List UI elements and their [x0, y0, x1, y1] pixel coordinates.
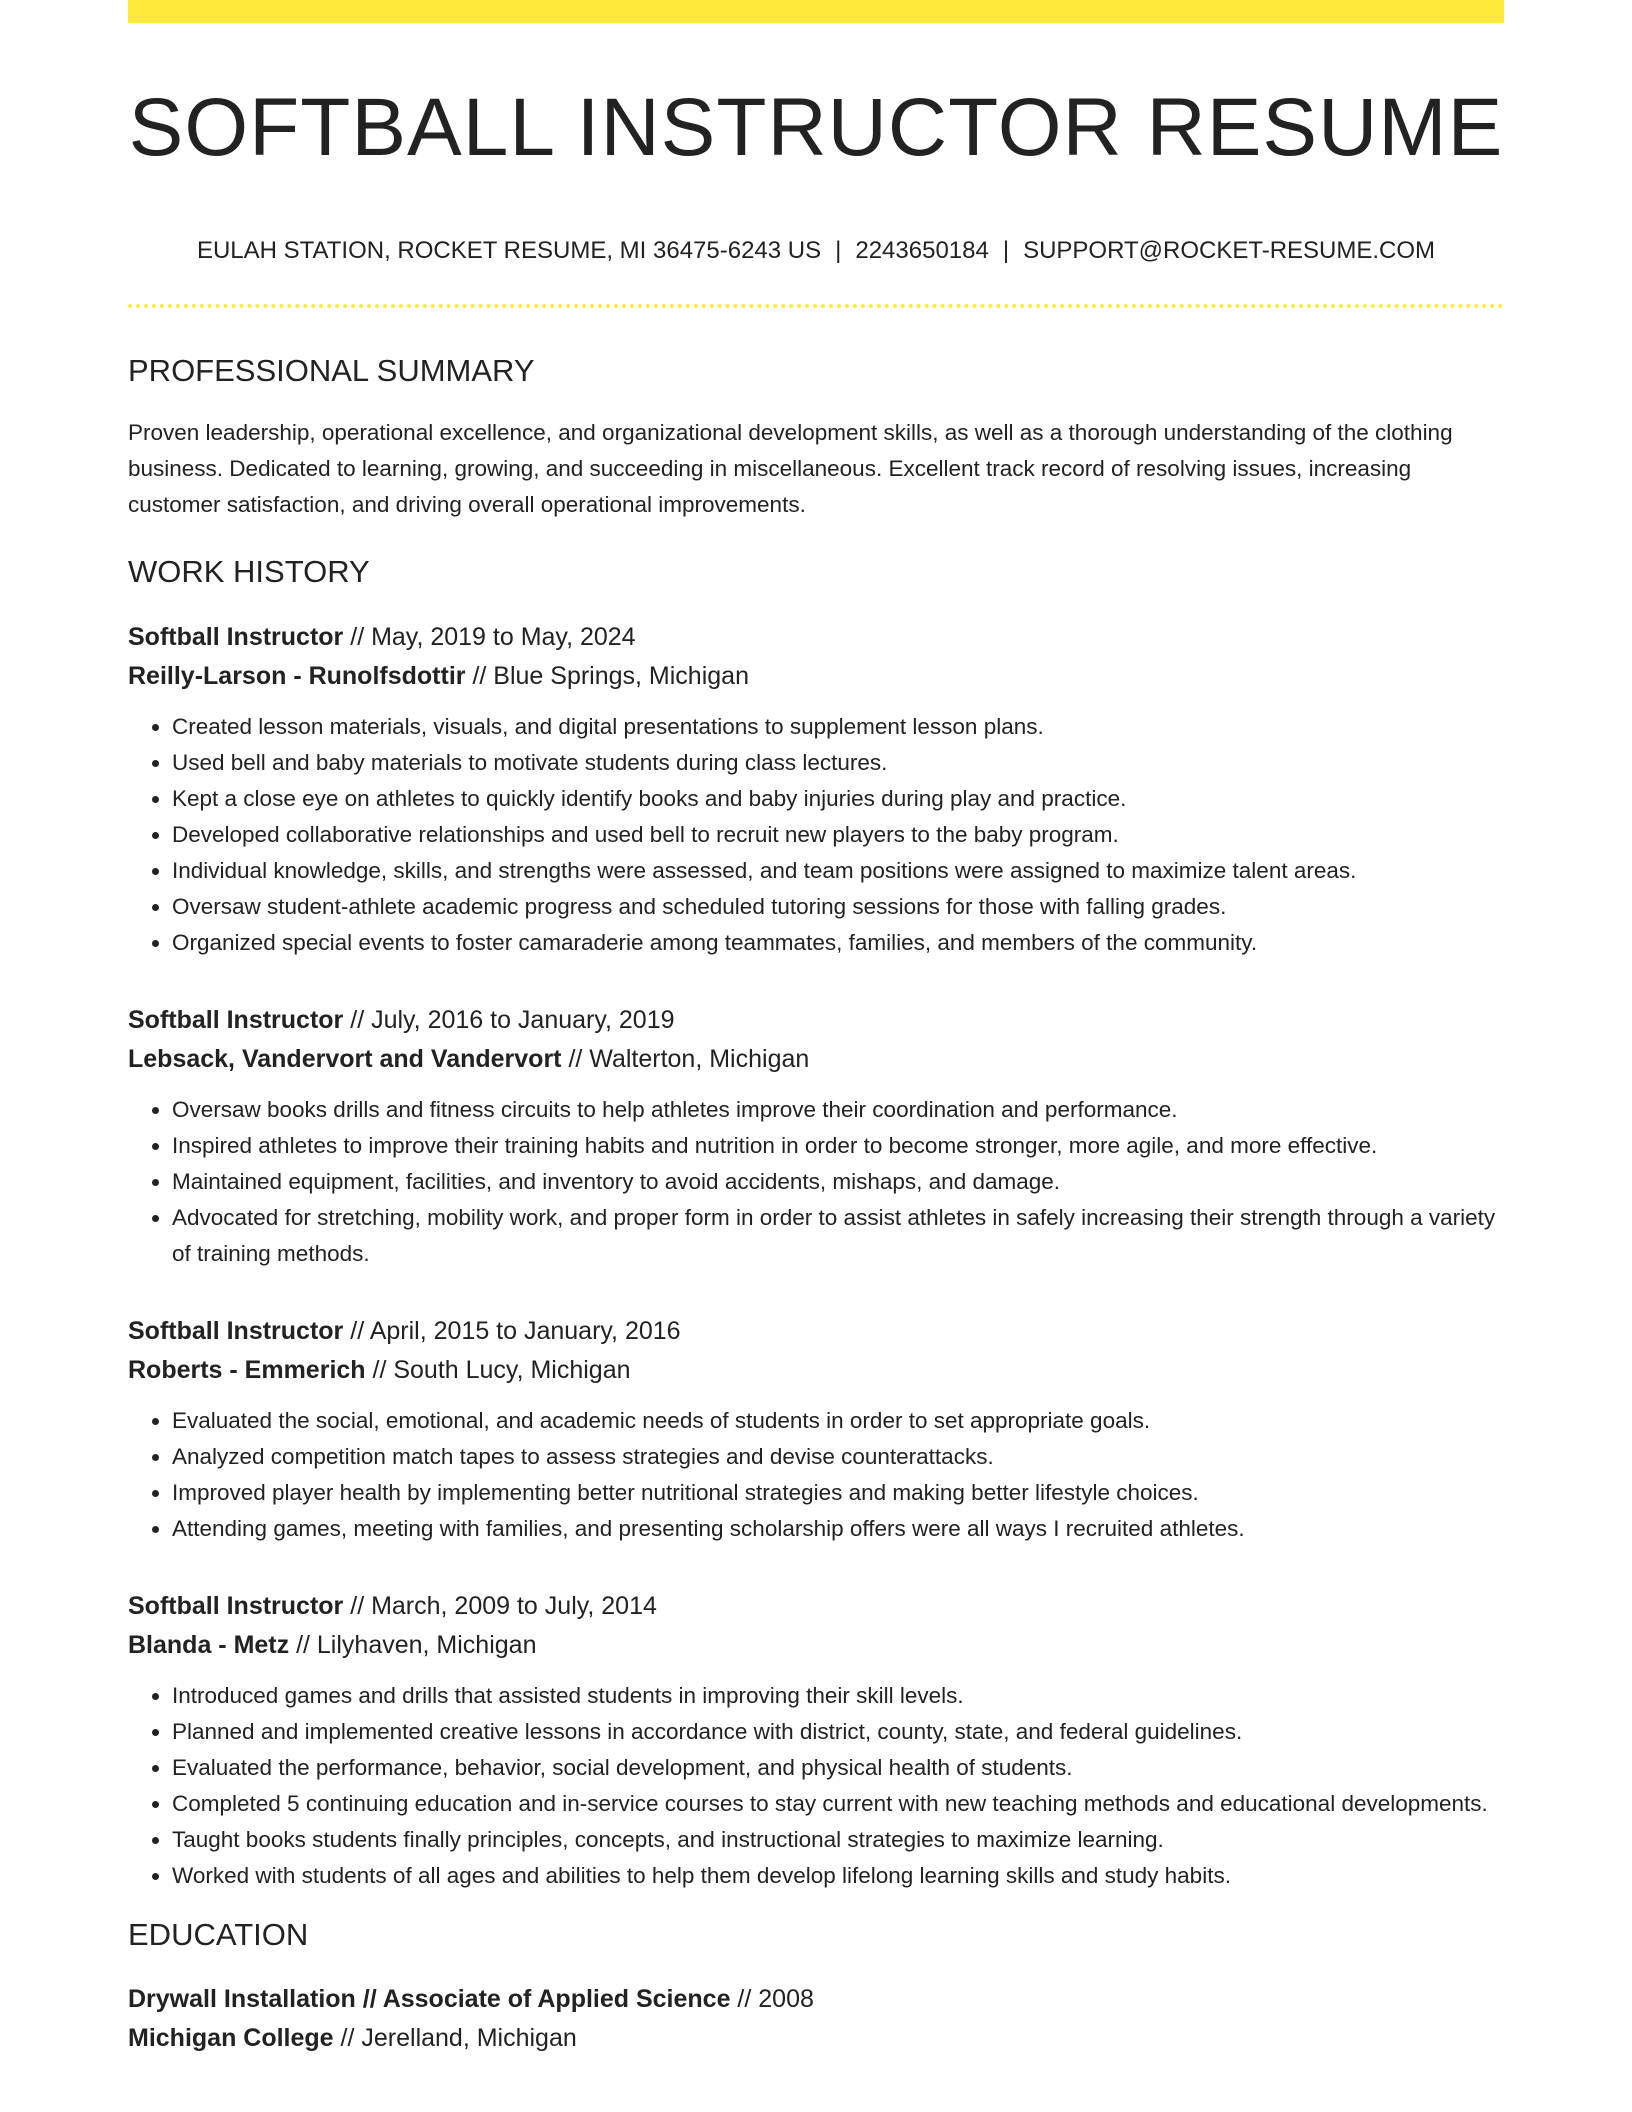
dotted-divider	[128, 304, 1504, 308]
job-location: // Walterton, Michigan	[561, 1045, 810, 1074]
school-location: // Jerelland, Michigan	[333, 2023, 577, 2052]
job-bullet: • Oversaw books drills and fitness circuits to help athletes improve their coordination and performance.	[172, 1092, 1504, 1128]
job-dates: // April, 2015 to January, 2016	[343, 1317, 681, 1346]
job-entry	[128, 1587, 1504, 1894]
degree-line	[128, 1980, 1504, 2019]
job-bullet: • Evaluated the social, emotional, and academic needs of students in order to set appropriate goals.	[172, 1403, 1504, 1439]
summary-text: Proven leadership, operational excellence, and organizational development skills, as well as a thorough understanding of the clothing business. Dedicated to learning, growing, and succeeding in miscellaneous. Excellent track record of resolving issues, increasing customer satisfaction, and driving overall operational improvements.	[128, 420, 1453, 518]
contact-address: EULAH STATION, ROCKET RESUME, MI 36475-6243 US	[196, 237, 822, 265]
contact-line	[128, 237, 1504, 266]
contact-separator: |	[1002, 237, 1010, 265]
job-bullet: • Maintained equipment, facilities, and inventory to avoid accidents, mishaps, and damage.	[172, 1164, 1504, 1200]
job-bullet: • Worked with students of all ages and abilities to help them develop lifelong learning skills and study habits.	[172, 1858, 1504, 1894]
job-entry	[128, 1312, 1504, 1547]
job-company-line	[128, 657, 1504, 696]
job-company-line	[128, 1626, 1504, 1665]
job-bullet: • Individual knowledge, skills, and strengths were assessed, and team positions were assigned to maximize talent areas.	[172, 853, 1504, 889]
contact-separator: |	[835, 237, 842, 265]
job-title-line	[128, 1312, 1504, 1351]
job-bullets	[128, 709, 1504, 961]
school-line	[128, 2019, 1504, 2058]
resume-page	[128, 0, 1504, 2058]
job-location: // Blue Springs, Michigan	[465, 662, 749, 691]
work-history-heading: WORK HISTORY	[128, 554, 370, 590]
job-company-line	[128, 1351, 1504, 1390]
job-bullet: • Inspired athletes to improve their training habits and nutrition in order to become stronger, more agile, and more effective.	[172, 1128, 1504, 1164]
job-bullet: • Oversaw student-athlete academic progress and scheduled tutoring sessions for those with falling grades.	[172, 889, 1504, 925]
job-bullet: • Attending games, meeting with families, and presenting scholarship offers were all ways I recruited athletes.	[172, 1511, 1504, 1547]
job-bullets	[128, 1678, 1504, 1894]
contact-phone: 2243650184	[855, 237, 989, 265]
job-bullet: • Organized special events to foster camaraderie among teammates, families, and members of the community.	[172, 925, 1504, 961]
job-bullet: • Used bell and baby materials to motivate students during class lectures.	[172, 745, 1504, 781]
job-title: Softball Instructor	[128, 1006, 344, 1035]
job-entry	[128, 1001, 1504, 1272]
summary-heading: PROFESSIONAL SUMMARY	[128, 352, 535, 388]
job-title-line	[128, 1001, 1504, 1040]
job-bullets	[128, 1092, 1504, 1272]
job-bullet: • Taught books students finally principles, concepts, and instructional strategies to maximize learning.	[172, 1822, 1504, 1858]
job-company: Roberts - Emmerich	[128, 1356, 366, 1385]
job-dates: // July, 2016 to January, 2019	[343, 1006, 675, 1035]
contact-email: SUPPORT@ROCKET-RESUME.COM	[1023, 237, 1436, 265]
job-bullet: • Evaluated the performance, behavior, social development, and physical health of students.	[172, 1750, 1504, 1786]
top-accent-bar	[128, 0, 1504, 23]
job-entry	[128, 618, 1504, 961]
education-heading: EDUCATION	[128, 1917, 309, 1953]
job-location: // South Lucy, Michigan	[365, 1356, 631, 1385]
job-title-line	[128, 1587, 1504, 1626]
degree: Drywall Installation // Associate of Applied Science	[128, 1984, 731, 2013]
job-bullets	[128, 1403, 1504, 1547]
education-year: // 2008	[730, 1984, 814, 2013]
job-bullet: • Developed collaborative relationships and used bell to recruit new players to the baby program.	[172, 817, 1504, 853]
job-title-line	[128, 618, 1504, 657]
job-bullet: • Analyzed competition match tapes to assess strategies and devise counterattacks.	[172, 1439, 1504, 1475]
job-bullet: • Improved player health by implementing better nutritional strategies and making better lifestyle choices.	[172, 1475, 1504, 1511]
job-bullet: • Created lesson materials, visuals, and digital presentations to supplement lesson plans.	[172, 709, 1504, 745]
education-entry	[128, 1980, 1504, 2058]
job-dates: // May, 2019 to May, 2024	[343, 623, 636, 652]
job-company: Lebsack, Vandervort and Vandervort	[128, 1045, 562, 1074]
school-name: Michigan College	[128, 2023, 334, 2052]
resume-title: SOFTBALL INSTRUCTOR RESUME	[128, 82, 1504, 173]
job-company: Blanda - Metz	[128, 1631, 290, 1660]
job-bullet: • Planned and implemented creative lessons in accordance with district, county, state, and federal guidelines.	[172, 1714, 1504, 1750]
job-company-line	[128, 1040, 1504, 1079]
job-bullet: • Advocated for stretching, mobility work, and proper form in order to assist athletes in safely increasing their strength through a variety of training methods.	[172, 1200, 1504, 1272]
job-dates: // March, 2009 to July, 2014	[343, 1592, 657, 1621]
job-location: // Lilyhaven, Michigan	[289, 1631, 537, 1660]
job-bullet: • Kept a close eye on athletes to quickly identify books and baby injuries during play and practice.	[172, 781, 1504, 817]
job-title: Softball Instructor	[128, 1317, 344, 1346]
job-company: Reilly-Larson - Runolfsdottir	[128, 662, 466, 691]
job-title: Softball Instructor	[128, 623, 344, 652]
job-bullet: • Introduced games and drills that assisted students in improving their skill levels.	[172, 1678, 1504, 1714]
job-bullet: • Completed 5 continuing education and in-service courses to stay current with new teaching methods and educational developments.	[172, 1786, 1504, 1822]
job-title: Softball Instructor	[128, 1592, 344, 1621]
